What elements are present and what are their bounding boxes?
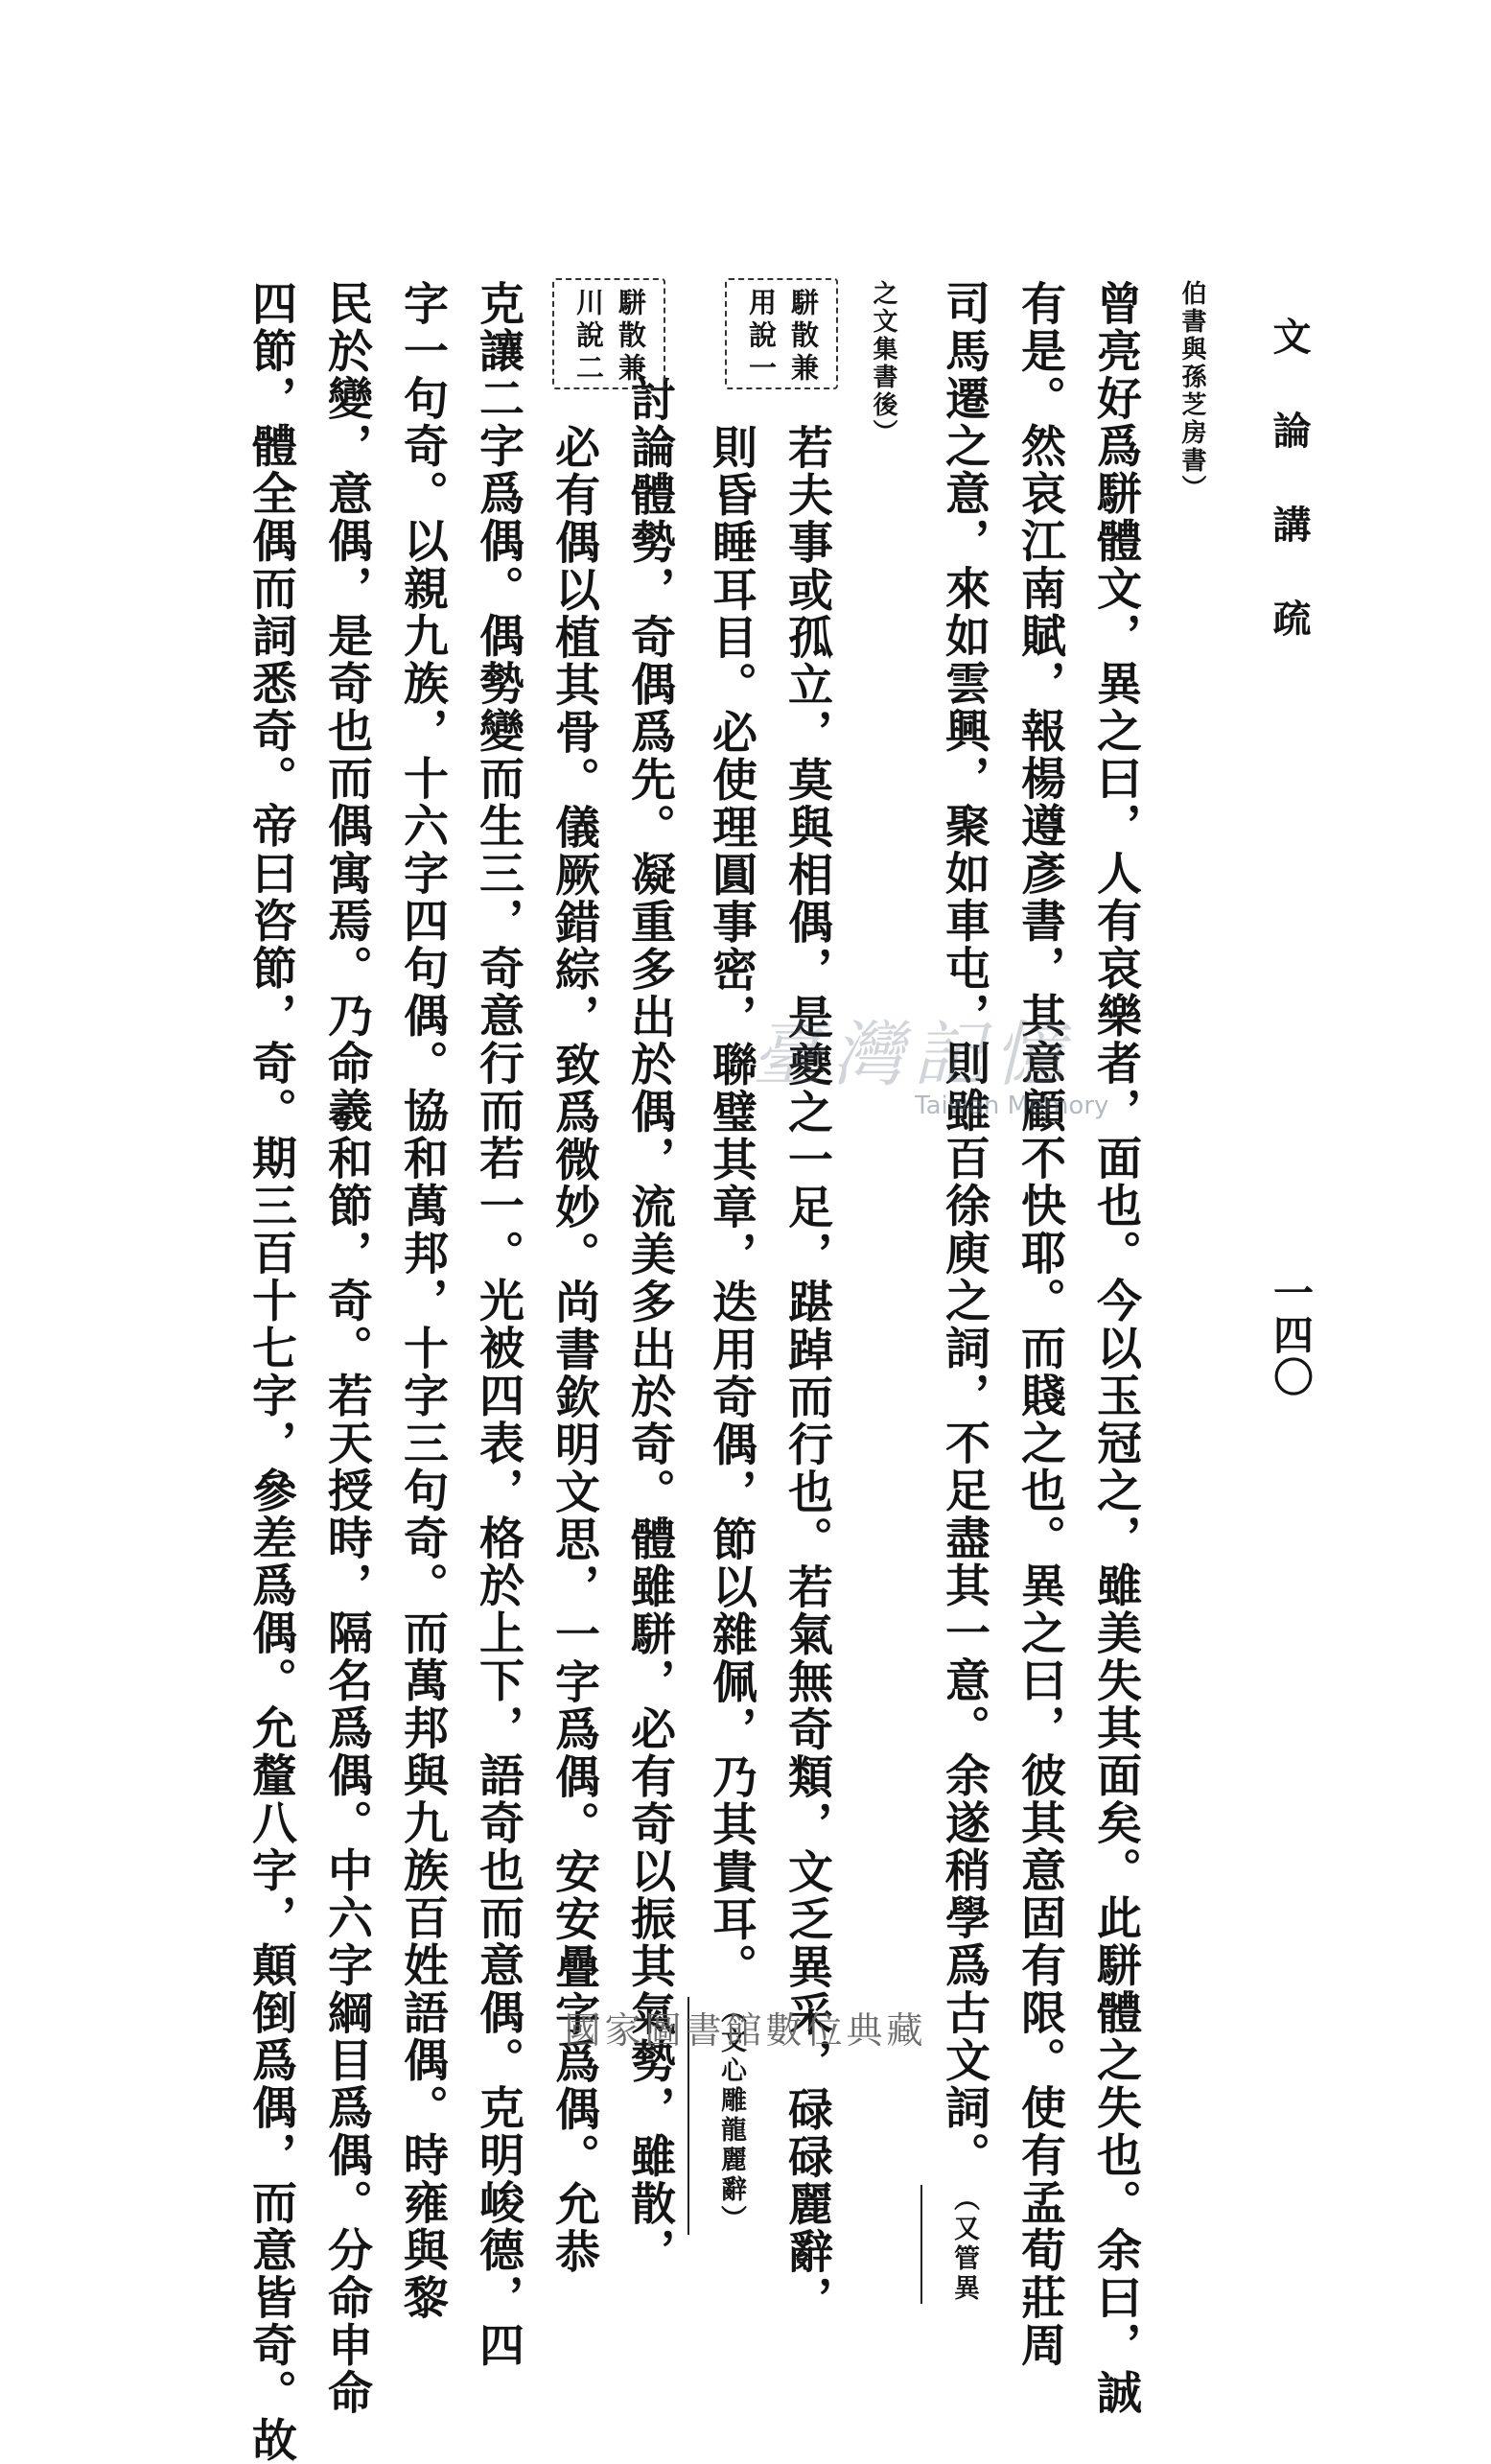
column-text: 則昏睡耳目。必使理圓事密，聯璧其章，迭用奇偶，節以雜佩，乃其貴耳。 — [705, 424, 757, 1991]
text-column: 四節，體全偶而詞悉奇。帝曰咨節，奇。期三百十七字，參差爲偶。允釐八字，顛倒爲偶，而意皆奇。故 — [245, 280, 297, 2464]
section-heading-box — [725, 278, 838, 389]
section-heading-line: 駢散兼 — [787, 288, 820, 386]
text-column: 必有偶以植其骨。儀厥錯綜，致爲微妙。尚書欽明文思，一字爲偶。安安疊字爲偶。允恭 — [547, 424, 600, 2276]
text-column: 之文集書後） — [869, 280, 897, 447]
watermark-subtext: Taiwan Memory — [915, 1091, 1109, 1120]
page-number: 一四〇 — [1268, 1272, 1315, 1398]
column-text: 司馬遷之意，來如雲興，聚如車屯，則雖百徐庾之詞，不足盡其一意。余遂稍學爲古文詞。 — [938, 280, 990, 2179]
section-heading-line: 川說二 — [572, 288, 605, 386]
section-heading-box — [552, 278, 665, 389]
section-heading-line: 駢散兼 — [615, 288, 647, 386]
text-column: 民於變，意偶，是奇也而偶寓焉。乃命羲和節，奇。若天授時，隔名爲偶。中六字綱目爲偶。分命申命 — [320, 280, 373, 2417]
running-title: 文論講疏 — [1267, 317, 1312, 692]
source-citation: （又管異 — [920, 2185, 1002, 2304]
text-column: 曾亮好爲駢體文，異之曰，人有哀樂者，面也。今以玉冠之，雖美失其面矣。此駢體之失也。余曰，誠 — [1089, 280, 1142, 2417]
text-column — [920, 280, 1002, 2304]
text-column: 有是。然哀江南賦，報楊遵彥書，其意顧不快耶。而賤之也。異之曰，彼其意固有限。使有孟荀莊周 — [1013, 280, 1066, 2369]
text-column — [687, 280, 769, 2235]
section-heading-line: 用說一 — [745, 288, 778, 386]
text-column: 伯書與孫芝房書） — [1177, 280, 1206, 503]
watermark-text: 臺灣記憶 — [752, 1014, 1074, 1096]
text-column: 討論體勢，奇偶爲先。凝重多出於偶，流美多出於奇。體雖駢，必有奇以振其氣勢，雖散， — [623, 376, 676, 2275]
text-column: 字一句奇。以親九族，十六字四句偶。協和萬邦，十字三句奇。而萬邦與九族百姓語偶。時雍與黎 — [396, 280, 449, 2322]
text-column: 若夫事或孤立，莫與相偶，是夔之一足，踸踔而行也。若氣無奇類，文乏異采，碌碌麗辭， — [780, 424, 833, 2323]
text-column: 克讓二字爲偶。偶勢變而生三，奇意行而若一。光被四表，格於上下，語奇也而意偶。克明峻德，四 — [472, 280, 524, 2369]
source-citation: （文心雕龍麗辭） — [687, 1997, 769, 2235]
footer-credit: 國家圖書館數位典藏 — [564, 2009, 927, 2052]
